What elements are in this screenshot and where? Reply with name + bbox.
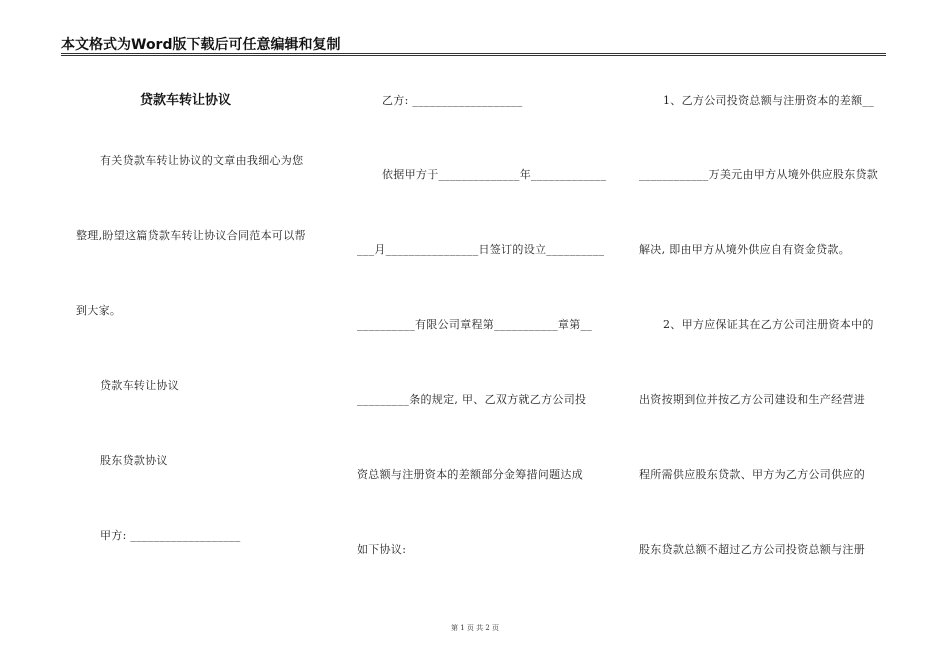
left-line-3: 到大家。 — [76, 304, 122, 317]
right-line-2: ____________万美元由甲方从境外供应股东贷款 — [639, 168, 879, 181]
right-line-7: 股东贷款总额不超过乙方公司投资总额与注册 — [639, 543, 865, 556]
left-line-4: 贷款车转让协议 — [100, 379, 180, 392]
left-line-5: 股东贷款协议 — [100, 454, 168, 467]
left-line-1: 有关贷款车转让协议的文章由我细心为您 — [100, 154, 304, 167]
document-title: 贷款车转让协议 — [140, 93, 232, 108]
right-line-1: 1、乙方公司投资总额与注册资本的差额__ — [663, 94, 874, 107]
right-line-6: 程所需供应股东贷款、甲方为乙方公司供应的 — [639, 468, 865, 481]
right-line-3: 解决, 即由甲方从境外供应自有资金贷款。 — [639, 243, 850, 256]
middle-line-1: 依据甲方于______________年_____________ — [382, 168, 607, 181]
header-divider-secondary — [61, 55, 886, 56]
middle-line-2: ___月________________日签订的设立__________ — [357, 243, 605, 256]
middle-line-5: 资总额与注册资本的差额部分金筹措问题达成 — [357, 468, 583, 481]
left-line-2: 整理,盼望这篇贷款车转让协议合同范本可以帮 — [76, 229, 306, 242]
document-header: 本文格式为Word版下载后可任意编辑和复制 — [61, 37, 341, 53]
middle-line-3: __________有限公司章程第___________章第__ — [357, 318, 593, 331]
right-line-5: 出资按期到位并按乙方公司建设和生产经营进 — [639, 393, 865, 406]
middle-line-4: _________条的规定, 甲、乙双方就乙方公司投 — [357, 393, 587, 406]
party-a-line: 甲方: ___________________ — [100, 529, 241, 542]
page-number: 第 1 页 共 2 页 — [450, 624, 500, 632]
party-b-line: 乙方: ___________________ — [382, 94, 523, 107]
header-divider — [61, 53, 886, 54]
right-line-4: 2、甲方应保证其在乙方公司注册资本中的 — [663, 318, 874, 331]
middle-line-6: 如下协议: — [357, 543, 407, 556]
